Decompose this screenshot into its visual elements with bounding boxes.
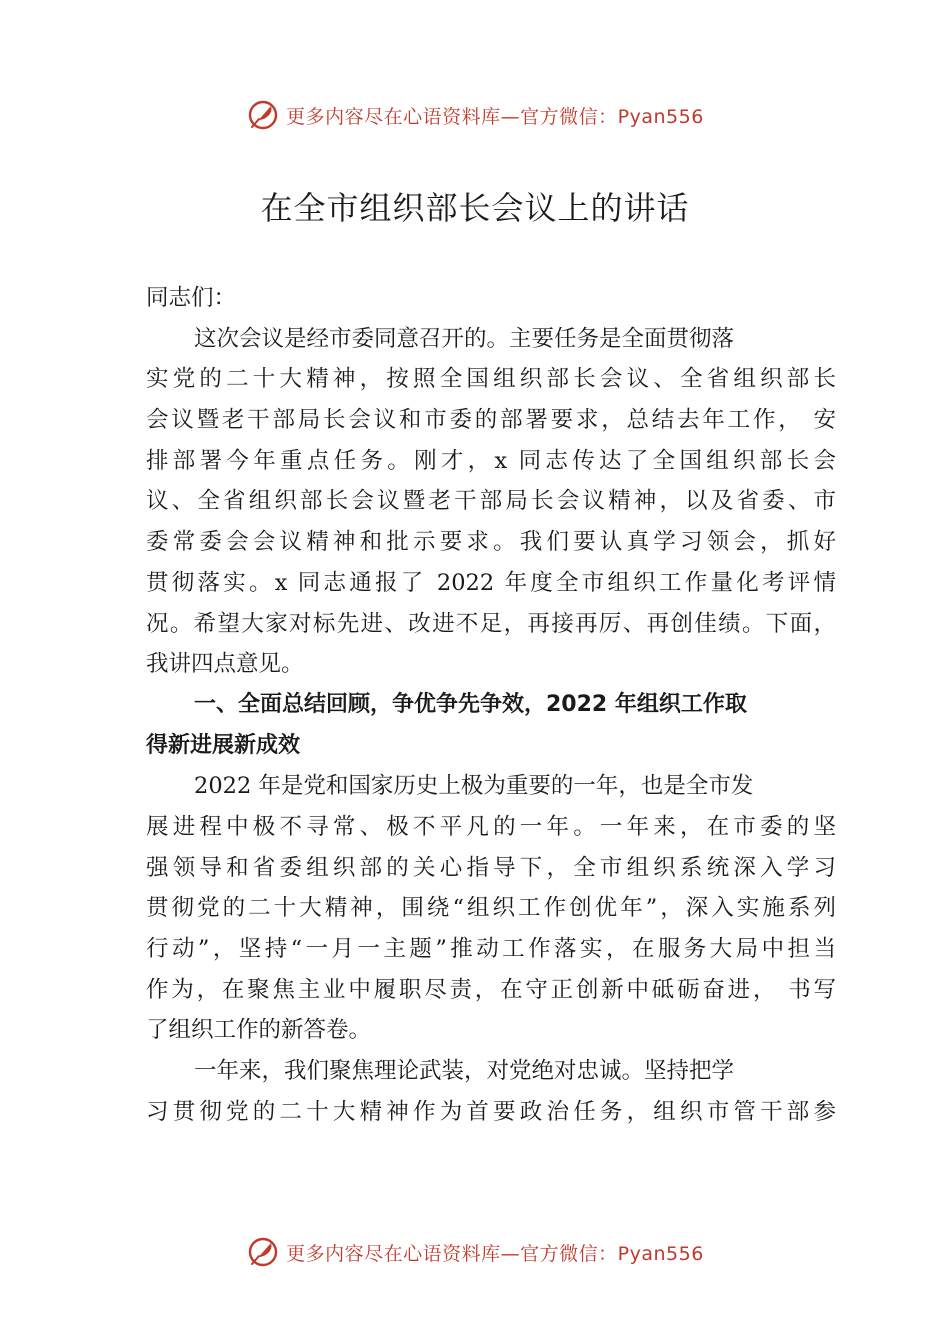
paragraph-line: 了组织工作的新答卷。 [146, 1017, 372, 1044]
paragraph-line: 贯彻党的二十大精神，围绕“组织工作创优年”，深入实施系列 [146, 895, 836, 922]
paragraph-line: 实党的二十大精神，按照全国组织部长会议、全省组织部长 [146, 366, 836, 393]
document-title: 在全市组织部长会议上的讲话 [260, 189, 690, 227]
paragraph-line: 强领导和省委组织部的关心指导下，全市组织系统深入学习 [146, 854, 836, 881]
footer-watermark-banner [0, 1232, 950, 1272]
paragraph-line: 议、全省组织部长会议暨老干部局长会议精神，以及省委、市 [146, 488, 836, 515]
header-watermark-banner [0, 95, 950, 135]
paragraph-line: 习贯彻党的二十大精神作为首要政治任务，组织市管干部参 [146, 1098, 836, 1125]
paragraph-line: 一年来，我们聚焦理论武装，对党绝对忠诚。坚持把学 [194, 1058, 735, 1085]
paragraph-line: 况。希望大家对标先进、改进不足，再接再厉、再创佳绩。下面， [146, 610, 836, 637]
feather-pen-logo-icon [246, 1235, 280, 1269]
feather-pen-logo-icon [246, 98, 280, 132]
watermark-text: 更多内容尽在心语资料库—官方微信：Pyan556 [286, 1242, 704, 1265]
watermark-text: 更多内容尽在心语资料库—官方微信：Pyan556 [286, 105, 704, 128]
paragraph-line: 会议暨老干部局长会议和市委的部署要求，总结去年工作， 安 [146, 407, 836, 434]
paragraph-line: 委常委会会议精神和批示要求。我们要认真学习领会，抓好 [146, 529, 836, 556]
paragraph-line: 我讲四点意见。 [146, 651, 304, 678]
paragraph-line: 2022 年是党和国家历史上极为重要的一年，也是全市发 [194, 773, 754, 800]
salutation: 同志们： [146, 285, 237, 311]
paragraph-line: 展进程中极不寻常、极不平凡的一年。一年来，在市委的坚 [146, 813, 836, 840]
section-heading: 一、全面总结回顾，争优争先争效，2022 年组织工作取 [194, 691, 747, 717]
section-heading: 得新进展新成效 [146, 732, 301, 758]
paragraph-line: 这次会议是经市委同意召开的。主要任务是全面贯彻落 [194, 325, 735, 352]
paragraph-line: 贯彻落实。x 同志通报了 2022 年度全市组织工作量化考评情 [146, 569, 836, 596]
paragraph-line: 行动”，坚持“一月一主题”推动工作落实，在服务大局中担当 [146, 936, 836, 962]
document-body [146, 278, 836, 1132]
paragraph-line: 作为，在聚焦主业中履职尽责，在守正创新中砥砺奋进， 书写 [146, 976, 836, 1003]
paragraph-line: 排部署今年重点任务。刚才，x 同志传达了全国组织部长会 [146, 447, 836, 474]
